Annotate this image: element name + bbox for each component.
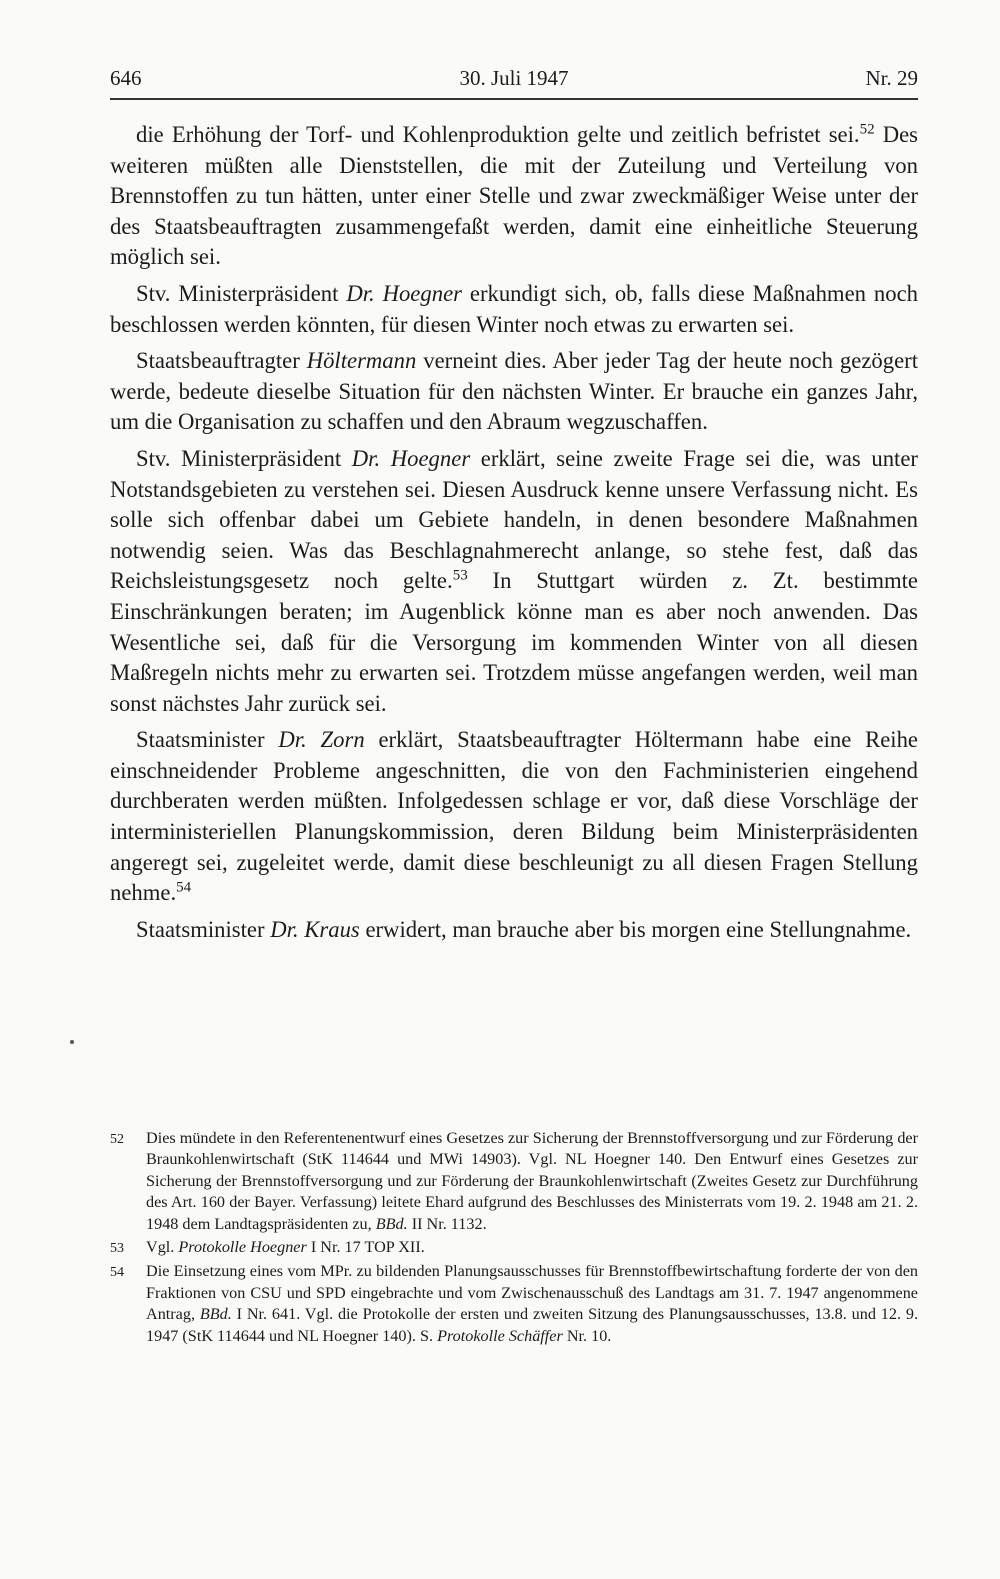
footnotes <box>110 1128 918 1349</box>
paragraph-2: Stv. Ministerpräsident Dr. Hoegner erkundigt sich, ob, falls diese Maßnahmen noch beschlossen werden könnten, für diesen Winter noch etwas zu erwarten sei. <box>110 280 918 337</box>
document-number: Nr. 29 <box>865 66 918 90</box>
header-date: 30. Juli 1947 <box>459 66 569 90</box>
paragraph-4: Stv. Ministerpräsident Dr. Hoegner erklärt, seine zweite Frage sei die, was unter Notstandsgebieten zu verstehen sei. Diesen Ausdruck kenne unsere Verfassung nicht. Es solle sich offenbar dabei um Gebiete handeln, in denen besondere Maßnahmen notwendig seien. Was das Beschlagnahmerecht anlange, so stehe fest, daß das Reichsleistungsgesetz noch gelte.$^{53}$ In Stuttgart würden z. Zt. bestimmte Einschränkungen beraten; im Augenblick könne man es aber noch anwenden. Das Wesentliche sei, daß für die Versorgung im kommenden Winter von all diesen Maßregeln nichts mehr zu erwarten sei. Trotzdem müsse angefangen werden, weil man sonst nächstes Jahr zurück sei. <box>110 445 918 716</box>
footnote-text: Die Einsetzung eines vom MPr. zu bildenden Planungsausschusses für Brennstoffbewirtschaftung forderte der von den Fraktionen von CSU und SPD eingebrachte und vom Zwischenausschuß des Landtags am 31. 7. 1947 angenommene Antrag, BBd. I Nr. 641. Vgl. die Protokolle der ersten und zweiten Sitzung des Planungsausschusses, 13.8. und 12. 9. 1947 (StK 114644 und NL Hoegner 140). S. Protokolle Schäffer Nr. 10. <box>146 1262 918 1345</box>
paragraph-3: Staatsbeauftragter Höltermann verneint dies. Aber jeder Tag der heute noch gezögert werde, bedeute dieselbe Situation für den nächsten Winter. Er brauche ein ganzes Jahr, um die Organisation zu schaffen und den Abraum wegzuschaffen. <box>110 348 918 435</box>
page-number: 646 <box>110 66 142 90</box>
paragraph-1: die Erhöhung der Torf- und Kohlenproduktion gelte und zeitlich befristet sei.$^{52}$ Des weiteren müßten alle Dienststellen, die mit der Zuteilung und Verteilung von Brennstoffen zu tun hätten, unter einer Stelle und zwar zweckmäßiger Weise unter der des Staatsbeauftragten zusammengefaßt werden, damit eine einheitliche Steuerung möglich sei. <box>110 121 918 270</box>
speaker-name: Dr. Kraus <box>270 916 360 942</box>
running-header <box>110 64 918 100</box>
footnote-number: 52 <box>110 1132 124 1147</box>
footnote-text: Dies mündete in den Referentenentwurf eines Gesetzes zur Sicherung der Brennstoffversorgung und zur Förderung der Braunkohlenwirtschaft (StK 114644 und MWi 14903). Vgl. NL Hoegner 140. Den Entwurf eines Gesetzes zur Sicherung der Brennstoffversorgung und zur Förderung der Braunkohlenwirtschaft (Zweites Gesetz zur Durchführung des Art. 160 der Bayer. Verfassung) leitete Ehard aufgrund des Beschlusses des Ministerrats vom 19. 2. 1948 am 21. 2. 1948 dem Landtagspräsidenten zu, BBd. II Nr. 1132. <box>146 1129 918 1233</box>
footnote-53 <box>110 1237 918 1259</box>
speaker-name: Dr. Hoegner <box>351 445 471 471</box>
footnote-52 <box>110 1128 918 1235</box>
speaker-name: Höltermann <box>306 348 417 374</box>
footnote-54 <box>110 1261 918 1347</box>
paragraph-5: Staatsminister Dr. Zorn erklärt, Staatsbeauftragter Höltermann habe eine Reihe einschneidender Probleme angeschnitten, die von den Fachministerien eingehend durchberaten werden müßten. Infolgedessen schlage er vor, daß diese Vorschläge der interministeriellen Planungskommission, deren Bildung beim Ministerpräsidenten angeregt sei, zugeleitet werde, damit diese beschleunigt zu all diesen Fragen Stellung nehme.$^{54}$ <box>110 727 918 906</box>
paragraph-6: Staatsminister Dr. Kraus erwidert, man brauche aber bis morgen eine Stellungnahme. <box>136 916 912 942</box>
footnote-number: 54 <box>110 1265 124 1281</box>
footnote-ref-52: 52 <box>859 121 875 138</box>
footnote-ref-53: 53 <box>452 567 468 584</box>
main-text <box>110 120 918 951</box>
footnote-text: Vgl. Protokolle Hoegner I Nr. 17 TOP XII. <box>146 1238 425 1257</box>
footnote-number: 53 <box>110 1241 124 1257</box>
speaker-name: Dr. Zorn <box>278 727 365 753</box>
footnote-ref-54: 54 <box>176 879 192 896</box>
speaker-name: Dr. Hoegner <box>346 280 462 306</box>
margin-mark <box>70 1040 74 1044</box>
